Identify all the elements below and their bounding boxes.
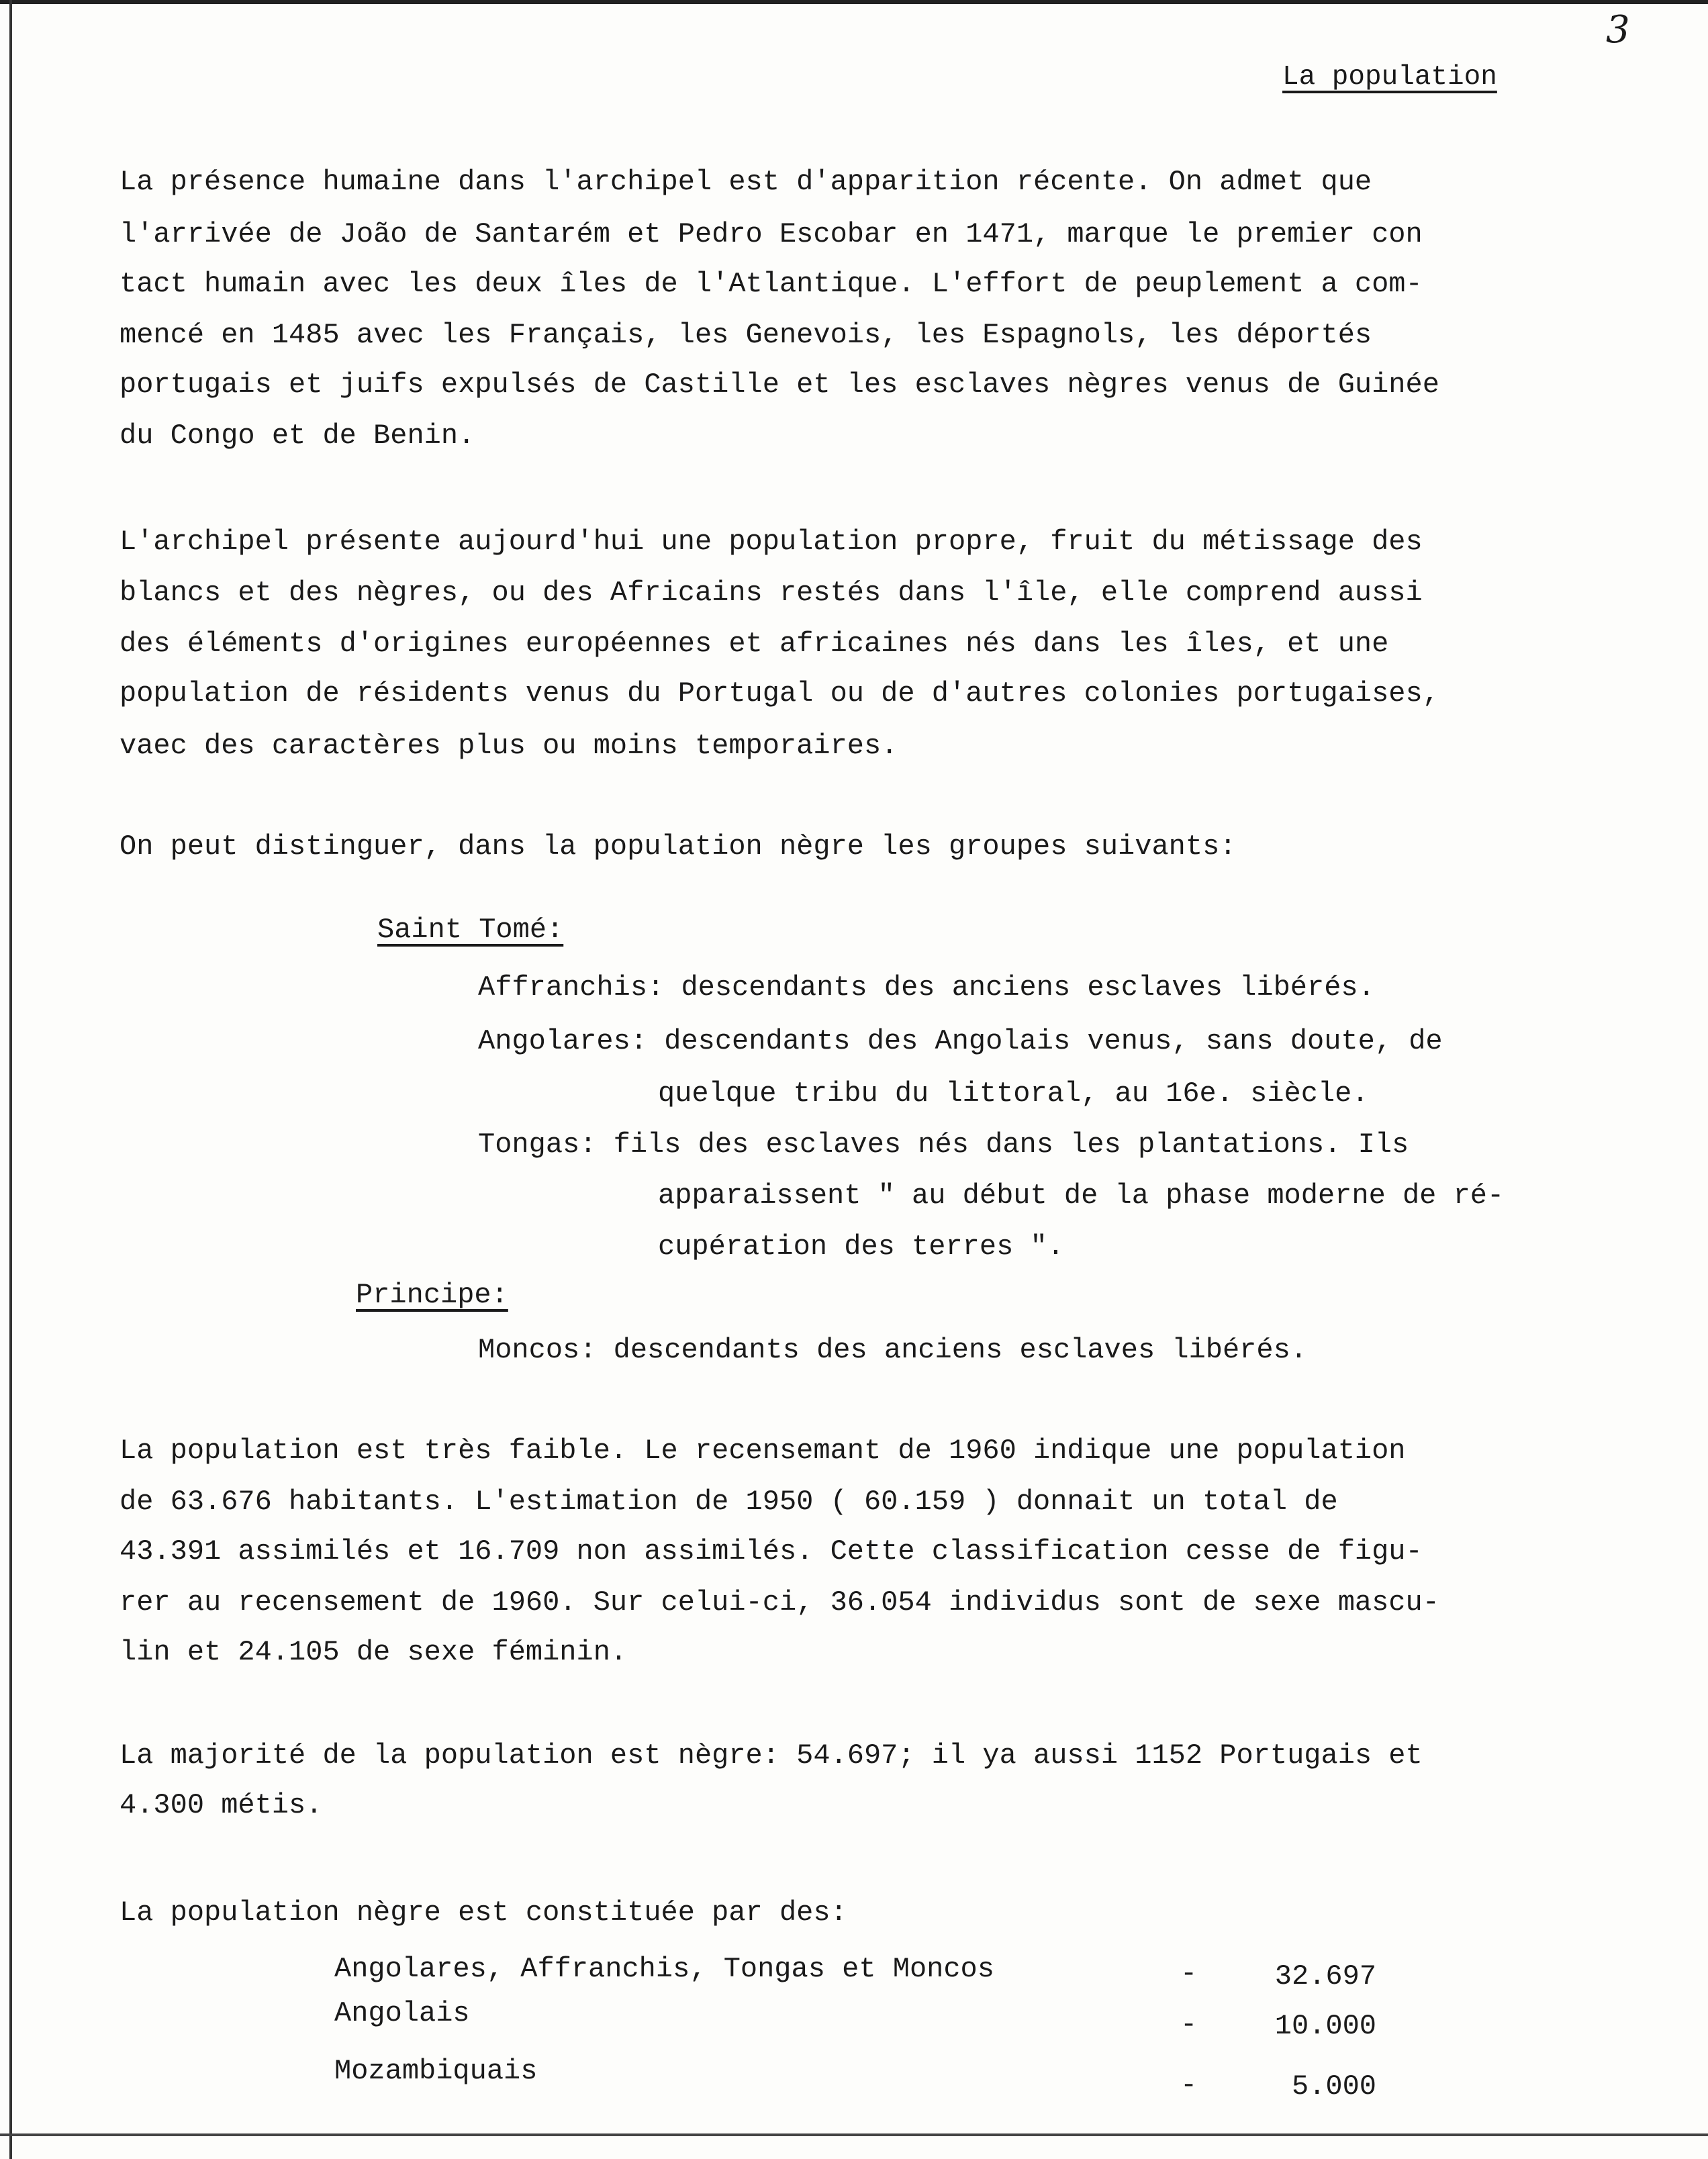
p1-line-6: du Congo et de Benin. <box>120 420 475 452</box>
saint-tome-line-6: cupération des terres ". <box>658 1231 1064 1263</box>
p3-line: On peut distinguer, dans la population nègre les groupes suivants: <box>120 830 1237 863</box>
p4-line-4: rer au recensement de 1960. Sur celui-ci, 36.054 individus sont de sexe mascu- <box>120 1586 1439 1619</box>
saint-tome-line-5: apparaissent " au début de la phase moderne de ré- <box>658 1180 1505 1212</box>
composition-value-3: 5.000 <box>1291 2070 1376 2103</box>
p1-line-4: mencé en 1485 avec les Français, les Genevois, les Espagnols, les déportés <box>120 319 1372 351</box>
saint-tome-line-2: Angolares: descendants des Angolais venus, sans doute, de <box>478 1025 1443 1057</box>
composition-dash-3: - <box>1180 2069 1198 2101</box>
composition-dash-1: - <box>1180 1958 1198 1990</box>
p2-line-2: blancs et des nègres, ou des Africains restés dans l'île, elle comprend aussi <box>120 577 1423 609</box>
p1-line-1: La présence humaine dans l'archipel est d'apparition récente. On admet que <box>120 166 1372 198</box>
scan-edge-left <box>9 0 12 2159</box>
composition-label-3: Mozambiquais <box>334 2055 538 2087</box>
saint-tome-heading: Saint Tomé: <box>377 914 564 946</box>
p4-line-5: lin et 24.105 de sexe féminin. <box>120 1636 628 1668</box>
composition-dash-2: - <box>1180 2009 1198 2041</box>
scan-edge-bottom <box>0 2133 1708 2136</box>
composition-value-2: 10.000 <box>1274 2010 1376 2042</box>
p1-line-5: portugais et juifs expulsés de Castille et les esclaves nègres venus de Guinée <box>120 369 1439 401</box>
handwritten-page-number: 3 <box>1606 8 1630 52</box>
p2-line-3: des éléments d'origines européennes et africaines nés dans les îles, et une <box>120 628 1389 660</box>
composition-label-1: Angolares, Affranchis, Tongas et Moncos <box>334 1953 994 1985</box>
p4-line-1: La population est très faible. Le recensemant de 1960 indique une population <box>120 1435 1406 1467</box>
saint-tome-line-1: Affranchis: descendants des anciens esclaves libérés. <box>478 971 1375 1004</box>
p4-line-2: de 63.676 habitants. L'estimation de 1950 ( 60.159 ) donnait un total de <box>120 1486 1338 1518</box>
p4-line-3: 43.391 assimilés et 16.709 non assimilés. Cette classification cesse de figu- <box>120 1535 1423 1568</box>
p5-line-1: La majorité de la population est nègre: 54.697; il ya aussi 1152 Portugais et <box>120 1739 1423 1772</box>
p2-line-4: population de résidents venus du Portugal ou de d'autres colonies portugaises, <box>120 677 1439 710</box>
p5-line-2: 4.300 métis. <box>120 1789 323 1821</box>
p6-line: La population nègre est constituée par des: <box>120 1897 847 1929</box>
principe-line-1: Moncos: descendants des anciens esclaves libérés. <box>478 1334 1308 1366</box>
scan-edge-top <box>0 0 1708 4</box>
composition-value-1: 32.697 <box>1274 1960 1376 1993</box>
principe-heading: Principe: <box>356 1279 508 1311</box>
p2-line-1: L'archipel présente aujourd'hui une population propre, fruit du métissage des <box>120 526 1423 558</box>
p1-line-3: tact humain avec les deux îles de l'Atlantique. L'effort de peuplement a com- <box>120 268 1423 300</box>
saint-tome-line-3: quelque tribu du littoral, au 16e. siècle. <box>658 1077 1369 1110</box>
composition-label-2: Angolais <box>334 1997 470 2029</box>
p1-line-2: l'arrivée de João de Santarém et Pedro Escobar en 1471, marque le premier con <box>120 218 1423 250</box>
saint-tome-line-4: Tongas: fils des esclaves nés dans les plantations. Ils <box>478 1129 1409 1161</box>
page-title: La population <box>1282 62 1497 93</box>
p2-line-5: vaec des caractères plus ou moins temporaires. <box>120 730 898 762</box>
